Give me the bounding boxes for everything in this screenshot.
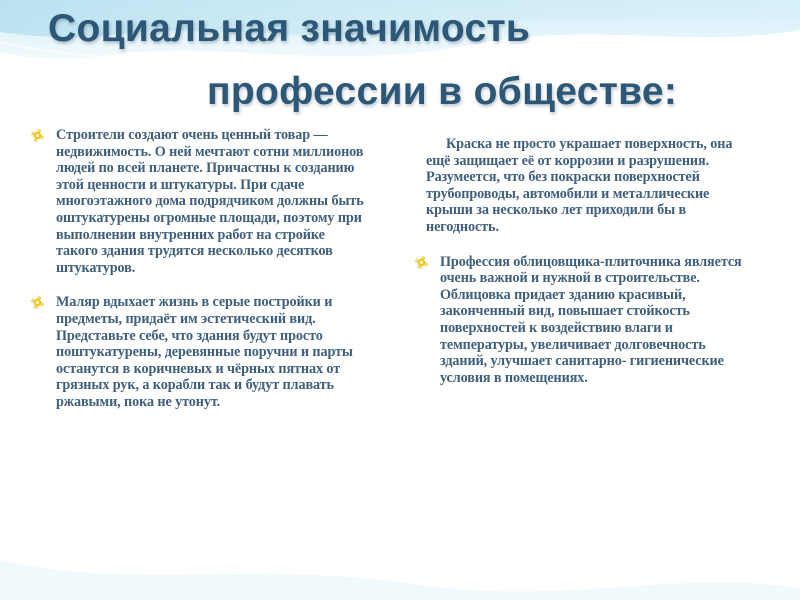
paragraph-tiler [414,254,754,387]
paragraph-tiler-text: Профессия облицовщика-плиточника является очень важной и нужной в строительстве. Облицовка придает зданию красивый, законченный вид, повышает стойкость поверхностей к воздействию влаги и температуры, увеличивает долговечность зданий, улучшает санитарно- гигиенические условия в помещениях. [440,253,742,386]
paragraph-painter [30,294,370,410]
slide-title-line-2: профессии в обществе: [207,70,678,113]
paragraph-paint-text: Краска не просто украшает поверхность, она ещё защищает её от коррозии и разрушения. Разумеется, что без покраски поверхностей трубопроводы, автомобили и металлические крыши за несколько лет приходили бы в негодность. [426,136,733,235]
left-column [30,127,370,411]
sun-bullet-icon [416,257,427,268]
paragraph-builders-text: Строители создают очень ценный товар — недвижимость. О ней мечтают сотни миллионов людей по всей планете. Причастны к созданию этой ценности и штукатуры. При сдаче многоэтажного дома подрядчиком должны быть оштукатурены огромные площади, поэтому при выполнении внутренних работ на стройке такого здания трудятся несколько десятков штукатуров. [56,127,364,276]
paragraph-paint [414,136,754,236]
paragraph-builders [30,127,370,276]
slide-title-line-1: Социальная значимость [48,7,531,50]
right-column [414,136,754,386]
sun-bullet-icon [32,130,43,141]
paragraph-painter-text: Маляр вдыхает жизнь в серые постройки и предметы, придаёт им эстетический вид. Представьте себе, что здания будут просто поштукатурены, деревянные поручни и парты останутся в коричневых и чёрных пятнах от грязных рук, а корабли так и будут плавать ржавыми, пока не утонут. [56,294,353,410]
sun-bullet-icon [32,297,43,308]
